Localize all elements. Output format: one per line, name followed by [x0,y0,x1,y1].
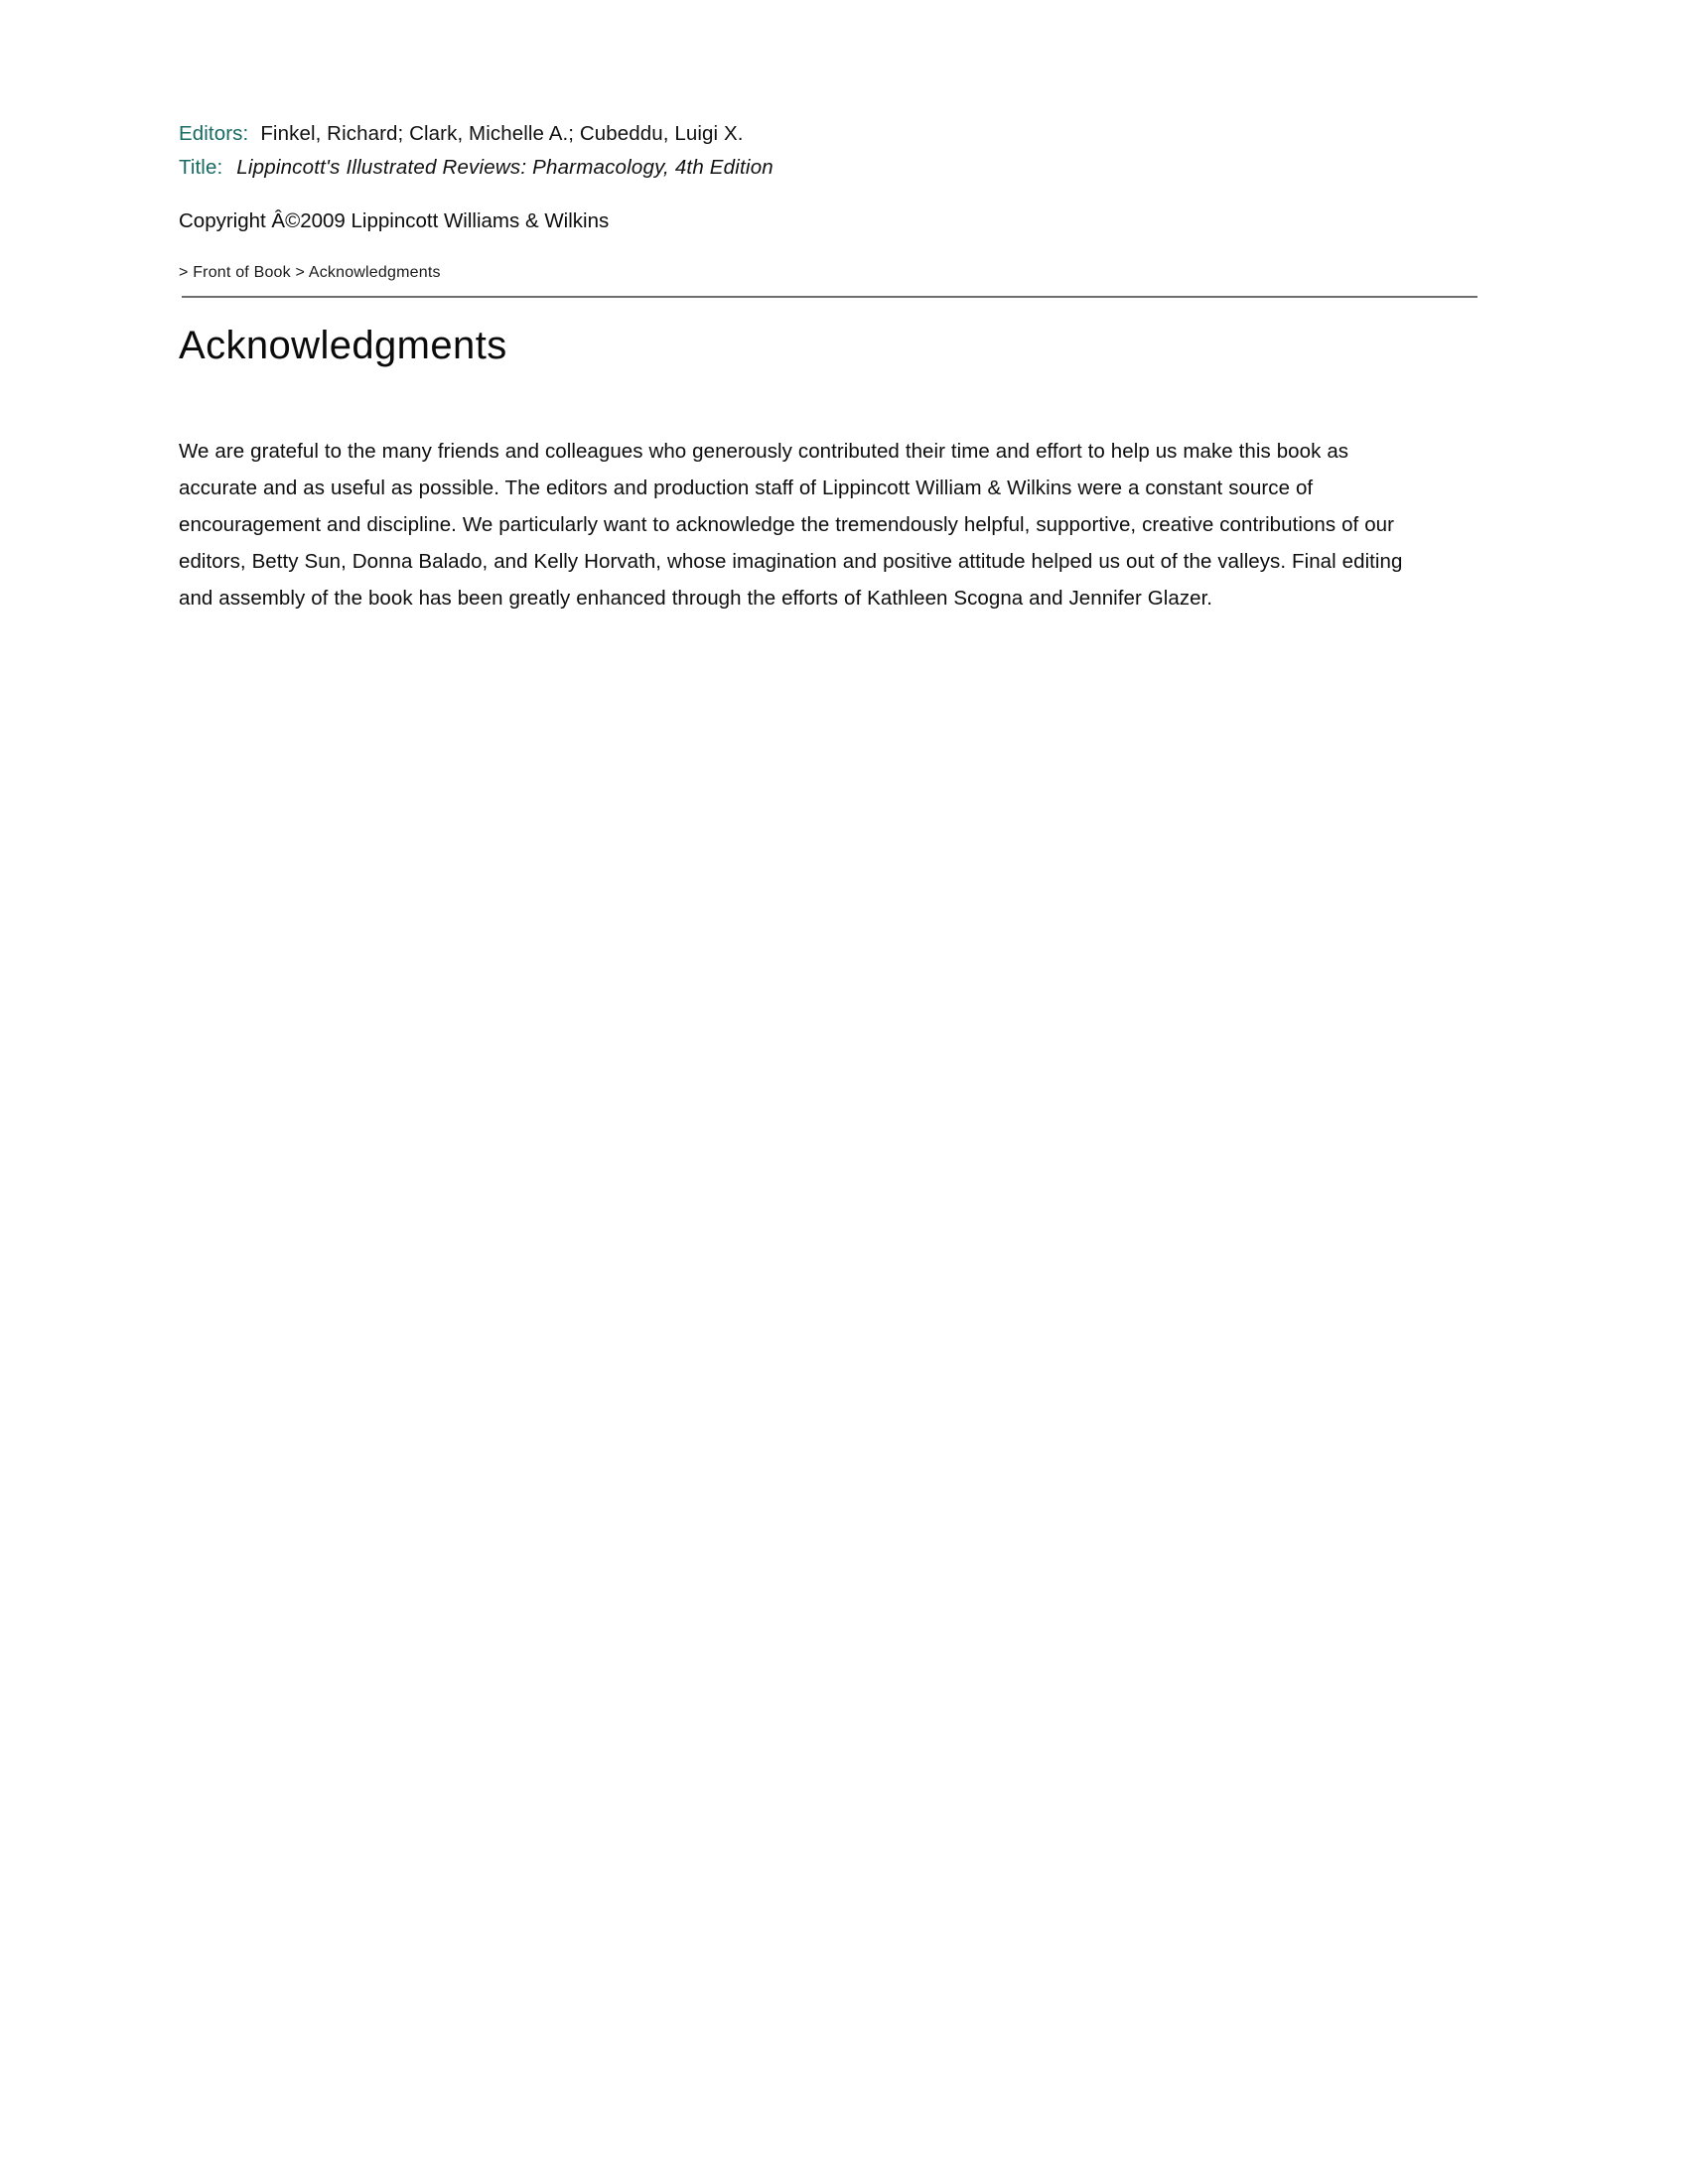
acknowledgments-paragraph: We are grateful to the many friends and colleagues who generously contributed their time and effort to help us make this book as accurate and as useful as possible. The editors and production staff of Lippincott William & Wilkins were a constant source of encouragement and discipline. We particularly want to acknowledge the tremendously helpful, supportive, creative contributions of our editors, Betty Sun, Donna Balado, and Kelly Horvath, whose imagination and positive attitude helped us out of the valleys. Final editing and assembly of the book has been greatly enhanced through the efforts of Kathleen Scogna and Jennifer Glazer. [179,440,1403,610]
title-value: Lippincott's Illustrated Reviews: Pharmacology, 4th Edition [236,156,774,179]
page-title: Acknowledgments [179,324,507,367]
editors-line [179,117,1479,151]
breadcrumb-separator-1: > [179,264,189,281]
breadcrumb-item-front-of-book[interactable]: Front of Book [193,264,291,281]
document-content [179,117,1479,637]
editors-label: Editors: [179,122,249,145]
editors-value: Finkel, Richard; Clark, Michelle A.; Cubeddu, Luigi X. [260,122,744,145]
title-line [179,151,1479,185]
breadcrumb-item-acknowledgments[interactable]: Acknowledgments [308,264,441,281]
breadcrumb [179,262,1479,284]
book-metadata [179,117,1479,236]
copyright-line: Copyright Â©2009 Lippincott Williams & Wilkins [179,209,610,232]
title-label: Title: [179,156,223,179]
header-divider [182,296,1477,298]
breadcrumb-separator-2: > [295,264,306,281]
